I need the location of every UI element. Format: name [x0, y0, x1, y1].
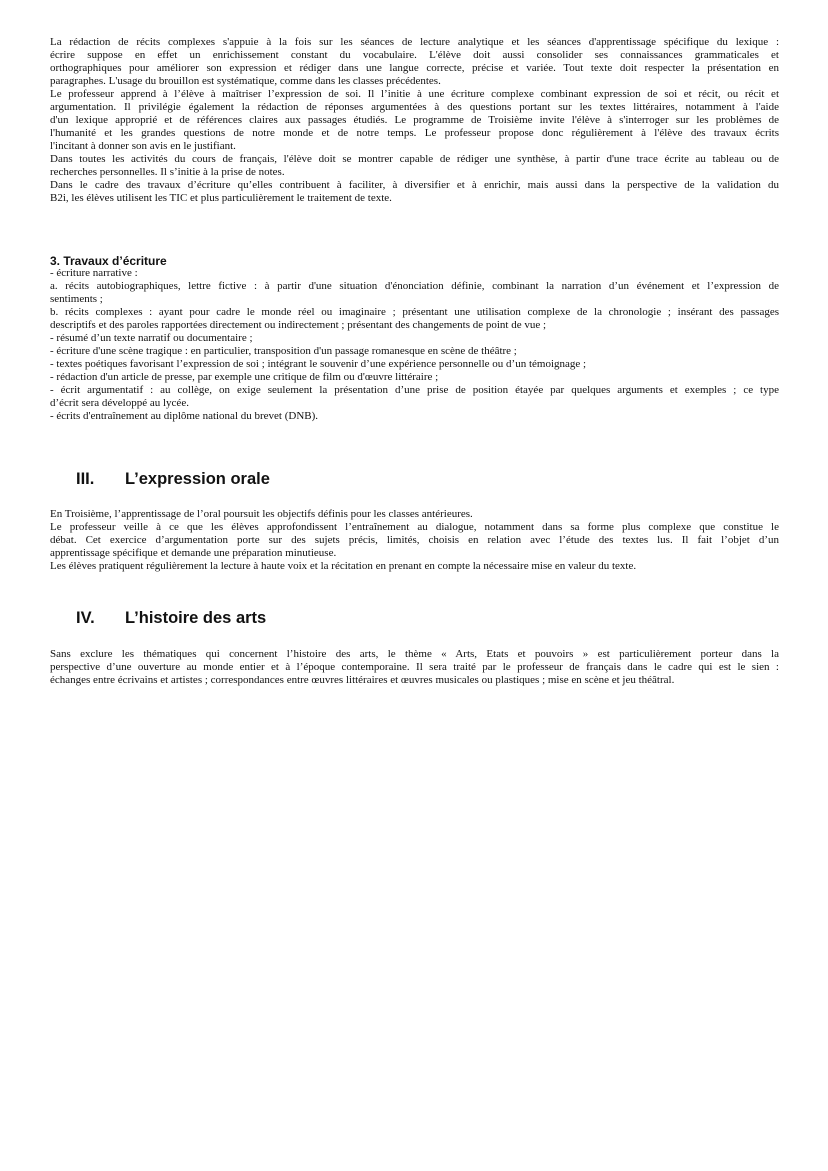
text-line: d'un lexique approprié et de références claires aux passages étudiés. Le programme de Troisième invite l'élève à s'interroger sur les problèmes de: [50, 114, 779, 126]
text-line: argumentation. Il privilégie également la rédaction de réponses argumentées à des questions portant sur les textes littéraires, notamment à l'aide: [50, 101, 779, 113]
intro-text: [50, 36, 779, 205]
paragraph: [50, 371, 779, 384]
paragraph: [50, 179, 779, 205]
heading-expression-orale: [76, 470, 270, 489]
text-line: En Troisième, l’apprentissage de l’oral poursuit les objectifs définis pour les classes antérieures.: [50, 508, 473, 520]
paragraph: [50, 384, 779, 410]
paragraph: [50, 345, 779, 358]
text-line: l'humanité et les grandes questions de notre monde et de notre temps. Le professeur propose donc régulièrement à l'élève des travaux écrits: [50, 127, 779, 139]
paragraph: [50, 521, 779, 560]
paragraph: [50, 88, 779, 153]
section-number: III.: [76, 470, 95, 488]
text-line: recherches personnelles. Il s’initie à la prise de notes.: [50, 166, 285, 178]
heading-histoire-arts: [76, 609, 266, 628]
text-line: orthographiques pour améliorer son expression et rédiger dans une langue correcte, précise et variée. Tout texte doit respecter la présentation en: [50, 62, 779, 74]
text-line: écrire suppose en effet un enrichissement constant du vocabulaire. L'élève doit aussi consolider ses connaissances grammaticales et: [50, 49, 779, 61]
text-line: - écrit argumentatif : au collège, on exige seulement la présentation d’une prise de position étayée par quelques arguments et exemples ; ce type: [50, 384, 779, 396]
text-line: Le professeur veille à ce que les élèves approfondissent l’entraînement au dialogue, notamment dans sa forme plus complexe que constitue le: [50, 521, 779, 533]
travaux-list: [50, 267, 779, 423]
paragraph: [50, 332, 779, 345]
text-line: - textes poétiques favorisant l’expression de soi ; intégrant le souvenir d’une expérience personnelle ou d’un témoignage ;: [50, 358, 587, 370]
paragraph: [50, 560, 779, 573]
paragraph: [50, 648, 779, 687]
text-line: d’écrit sera développé au lycée.: [50, 397, 189, 409]
heading-travaux-ecriture: 3. Travaux d’écriture: [50, 254, 167, 268]
paragraph: [50, 508, 779, 521]
text-line: - rédaction d'un article de presse, par exemple une critique de film ou d'œuvre littéraire ;: [50, 371, 439, 383]
text-line: débat. Cet exercice d’argumentation porte sur des sujets précis, limités, choisis en relation avec l’étude des textes lus. Il fait l’objet d’un: [50, 534, 779, 546]
paragraph: [50, 280, 779, 306]
text-line: - écriture d'une scène tragique : en particulier, transposition d'un passage romanesque en scène de théâtre ;: [50, 345, 517, 357]
paragraph: [50, 267, 779, 280]
text-line: Les élèves pratiquent régulièrement la lecture à haute voix et la récitation en prenant en compte la nécessaire mise en valeur du texte.: [50, 560, 637, 572]
text-line: B2i, les élèves utilisent les TIC et plus particulièrement le traitement de texte.: [50, 192, 392, 204]
text-line: l'incitant à donner son avis en le justifiant.: [50, 140, 236, 152]
text-line: Le professeur apprend à l’élève à maîtriser l’expression de soi. Il l’initie à une écriture complexe combinant expression de soi et récit, ou récit et: [50, 88, 779, 100]
paragraph: [50, 306, 779, 332]
text-line: b. récits complexes : ayant pour cadre le monde réel ou imaginaire ; présentant une utilisation complexe de la chronologie ; insérant des passages: [50, 306, 779, 318]
paragraph: [50, 153, 779, 179]
text-line: - résumé d’un texte narratif ou documentaire ;: [50, 332, 253, 344]
text-line: échanges entre écrivains et artistes ; correspondances entre œuvres littéraires et œuvres musicales ou plastiques ; mise en scène et jeu théâtral.: [50, 674, 675, 686]
section-number: IV.: [76, 609, 95, 627]
paragraph: [50, 36, 779, 88]
text-line: paragraphes. L'usage du brouillon est systématique, comme dans les classes précédentes.: [50, 75, 441, 87]
text-line: a. récits autobiographiques, lettre fictive : à partir d'une situation d'énonciation définie, combinant la narration d’un événement et l’expression de: [50, 280, 779, 292]
text-line: Dans le cadre des travaux d’écriture qu’elles contribuent à faciliter, à diversifier et à enrichir, mais aussi dans la perspective de la validation du: [50, 179, 779, 191]
text-line: - écriture narrative :: [50, 267, 138, 279]
text-line: descriptifs et des paroles rapportées directement ou indirectement ; présentant des changements de point de vue ;: [50, 319, 547, 331]
arts-text: [50, 648, 779, 687]
text-line: perspective d’une ouverture au monde entier et à l’époque contemporaine. Il sera traité par le professeur de français dans le cadre qui est le sien :: [50, 661, 779, 673]
paragraph: [50, 410, 779, 423]
text-line: Dans toutes les activités du cours de français, l'élève doit se montrer capable de rédiger une synthèse, à partir d'une trace écrite au tableau ou de: [50, 153, 779, 165]
text-line: Sans exclure les thématiques qui concernent l’histoire des arts, le thème « Arts, Etats et pouvoirs » est particulièrement porteur dans la: [50, 648, 779, 660]
text-line: La rédaction de récits complexes s'appuie à la fois sur les séances de lecture analytique et les séances d'apprentissage spécifique du lexique :: [50, 36, 779, 48]
paragraph: [50, 358, 779, 371]
text-line: - écrits d'entraînement au diplôme national du brevet (DNB).: [50, 410, 319, 422]
section-title: L’expression orale: [125, 470, 270, 488]
section-title: L’histoire des arts: [125, 609, 267, 627]
oral-text: [50, 508, 779, 573]
text-line: apprentissage spécifique et demande une préparation minutieuse.: [50, 547, 337, 559]
text-line: sentiments ;: [50, 293, 103, 305]
